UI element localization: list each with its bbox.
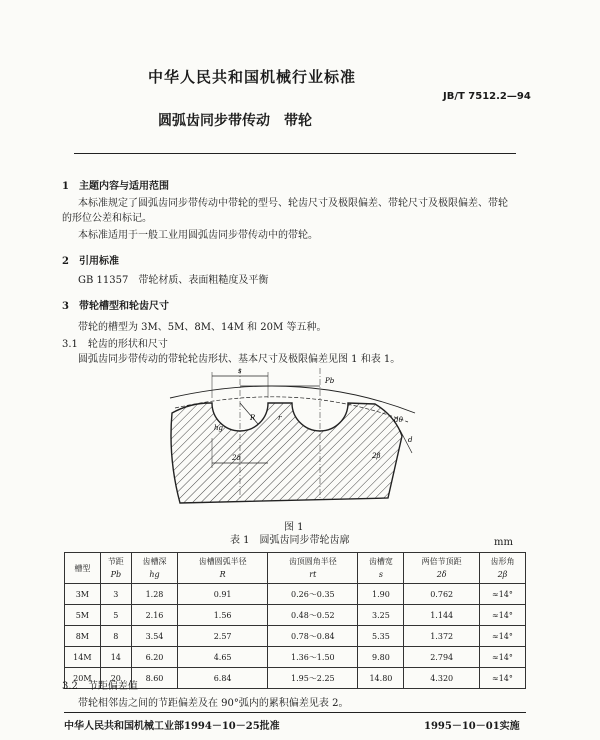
cell: 6.20 — [131, 647, 177, 668]
cell: 20 — [100, 668, 131, 689]
cell: 14.80 — [358, 668, 404, 689]
cell: 5.35 — [358, 626, 404, 647]
table-row — [65, 584, 526, 605]
table-1-unit: mm — [494, 537, 513, 548]
cell: 9.80 — [358, 647, 404, 668]
cell: 1.28 — [131, 584, 177, 605]
label-2delta: 2δ — [232, 454, 241, 462]
section-3-1-para: 圆弧齿同步带传动的带轮轮齿形状、基本尺寸及极限偏差见图 1 和表 1。 — [78, 354, 401, 365]
label-R: R — [250, 414, 256, 422]
cell: 5M — [65, 605, 101, 626]
cell: 0.762 — [404, 584, 479, 605]
header-tooth-angle: 齿形角 2β — [479, 553, 525, 584]
label-pb: Pb — [325, 377, 335, 385]
cell: 2.794 — [404, 647, 479, 668]
header-pitch: 节距 Pb — [100, 553, 131, 584]
section-3-2-heading: 3.2 节距偏差值 — [62, 681, 138, 692]
label-2beta: 2β — [372, 452, 381, 460]
header-groove-depth: 齿槽深 hg — [131, 553, 177, 584]
cell: 1.56 — [177, 605, 267, 626]
cell: 14 — [100, 647, 131, 668]
issuing-organization: 中华人民共和国机械行业标准 — [148, 68, 357, 86]
cell: 2.16 — [131, 605, 177, 626]
effective-date: 1995－10－01实施 — [424, 721, 520, 732]
header-rule — [74, 153, 516, 154]
section-3-2-para: 带轮相邻齿之间的节距偏差及在 90°弧内的累积偏差见表 2。 — [78, 698, 349, 709]
header-groove-width: 齿槽宽 s — [358, 553, 404, 584]
cell: 1.90 — [358, 584, 404, 605]
header-groove-radius: 齿槽圆弧半径 R — [177, 553, 267, 584]
label-hg: hg — [214, 424, 223, 432]
label-d: d — [408, 436, 413, 444]
dim-r-line — [240, 403, 258, 424]
cell: 0.91 — [177, 584, 267, 605]
section-3-1-heading: 3.1 轮齿的形状和尺寸 — [62, 339, 168, 350]
cell: 1.372 — [404, 626, 479, 647]
table-row — [65, 605, 526, 626]
pulley-body — [171, 403, 402, 503]
table-header-row — [65, 553, 526, 584]
table-row — [65, 626, 526, 647]
cell: 0.48～0.52 — [268, 605, 358, 626]
cell: 1.95～2.25 — [268, 668, 358, 689]
cell: 3.25 — [358, 605, 404, 626]
cell: 6.84 — [177, 668, 267, 689]
cell: 1.144 — [404, 605, 479, 626]
label-s: s — [238, 367, 242, 375]
cell: 14M — [65, 647, 101, 668]
cell: 0.78～0.84 — [268, 626, 358, 647]
cell: 3 — [100, 584, 131, 605]
footer-rule — [64, 712, 526, 713]
label-d0: d0 — [394, 416, 403, 424]
table-1-title: 表 1 圆弧齿同步带轮齿廓 — [230, 535, 350, 546]
section-1-para2: 本标准适用于一般工业用圆弧齿同步带传动中的带轮。 — [78, 230, 318, 241]
table-1 — [64, 552, 526, 689]
cell: 8 — [100, 626, 131, 647]
document-title: 圆弧齿同步带传动 带轮 — [158, 113, 312, 129]
cell: 8M — [65, 626, 101, 647]
table-row — [65, 647, 526, 668]
cell: 2.57 — [177, 626, 267, 647]
section-2-heading: 2 引用标准 — [62, 256, 119, 267]
cell: 4.65 — [177, 647, 267, 668]
cell: 3.54 — [131, 626, 177, 647]
section-1-para1-line1: 本标准规定了圆弧齿同步带传动中带轮的型号、轮齿尺寸及极限偏差、带轮尺寸及极限偏差、带轮 — [78, 198, 508, 209]
approval-line: 中华人民共和国机械工业部1994－10－25批准 — [64, 721, 280, 732]
cell: 4.320 — [404, 668, 479, 689]
cell: ≈14° — [479, 584, 525, 605]
section-1-para1-line2: 的形位公差和标记。 — [62, 213, 152, 224]
cell: 8.60 — [131, 668, 177, 689]
section-3-para: 带轮的槽型为 3M、5M、8M、14M 和 20M 等五种。 — [78, 322, 327, 333]
cell: ≈14° — [479, 605, 525, 626]
standard-code: JB/T 7512.2—94 — [443, 91, 531, 102]
figure-caption: 图 1 — [284, 522, 304, 533]
cell: 20M — [65, 668, 101, 689]
cell: ≈14° — [479, 647, 525, 668]
section-1-heading: 1 主题内容与适用范围 — [62, 181, 169, 192]
cell: 0.26～0.35 — [268, 584, 358, 605]
header-pitch-line-diff: 两倍节顶距 2δ — [404, 553, 479, 584]
label-r: r — [278, 414, 282, 422]
cell: 3M — [65, 584, 101, 605]
pulley-tooth-profile-figure — [150, 358, 450, 528]
header-tip-radius: 齿顶圆角半径 rt — [268, 553, 358, 584]
section-3-heading: 3 带轮槽型和轮齿尺寸 — [62, 301, 169, 312]
cell: ≈14° — [479, 626, 525, 647]
cell: ≈14° — [479, 668, 525, 689]
cell: 5 — [100, 605, 131, 626]
header-groove-type: 槽型 — [65, 553, 101, 584]
section-2-reference: GB 11357 带轮材质、表面粗糙度及平衡 — [78, 275, 269, 286]
cell: 1.36～1.50 — [268, 647, 358, 668]
